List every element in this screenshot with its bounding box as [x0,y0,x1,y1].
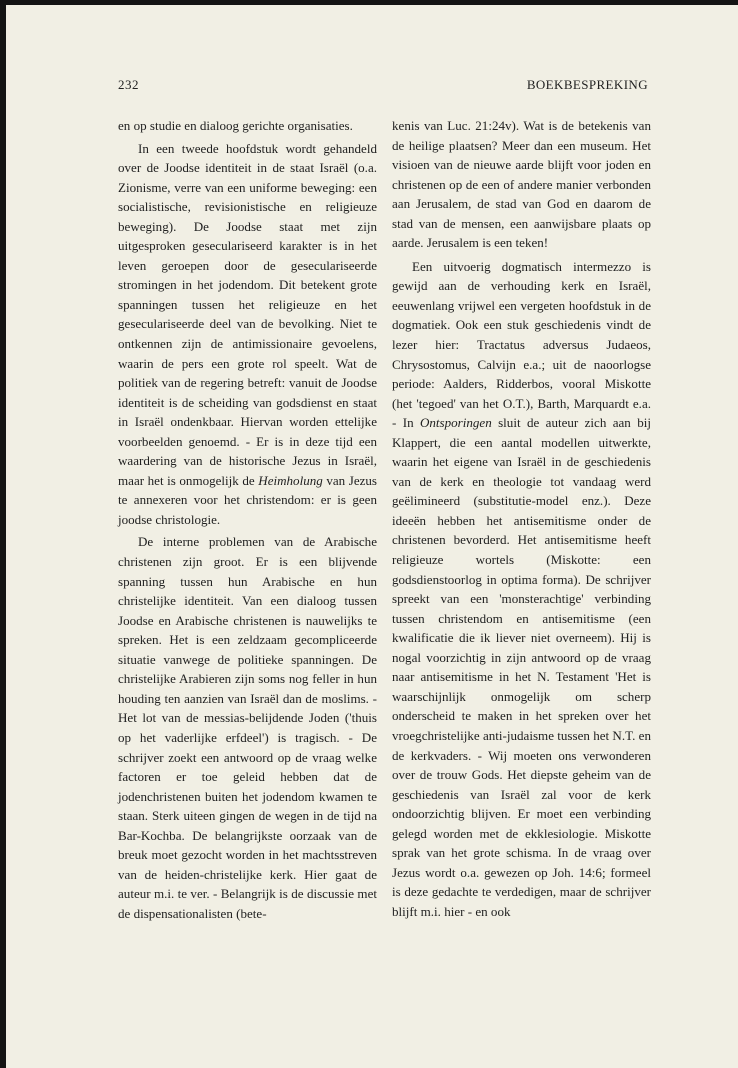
paragraph: kenis van Luc. 21:24v). Wat is de betekenis van de heilige plaatsen? Meer dan een museum. Het visioen van de nieuwe aarde blijft voor joden en christenen op de een of andere manier verbonden aan Jerusalem, de stad van God en daarom de stad van de mensen, een aanwijsbare plaats op aarde. Jerusalem is een teken! [392,118,651,251]
paragraph-text: In een tweede hoofdstuk wordt gehandeld over de Joodse identiteit in de staat Israël (o.a. Zionisme, verre van een uniforme beweging: een socialistische, revisionistische en religieuze beweging). De Joodse staat met zijn uitgesproken geseculariseerd karakter is in het leven geroepen door de geseculariseerde stromingen in het jodendom. Dit betekent grote spanningen tussen het religieuze en het geseculariseerde deel van de bevolking. Niet te ontkennen zijn de antimissionaire gevoelens, waarin de pers een grote rol speelt. Wat de politiek van de regering betreft: vanuit de Joodse identiteit is de scheiding van godsdienst en staat in Israël ondenkbaar. Hiervan worden ettelijke voorbeelden genoemd. - Er is in deze tijd een waardering van de historische Jezus in Israël, maar het is onmogelijk de [118,140,377,488]
paragraph [118,139,377,530]
paragraph-text: sluit de auteur zich aan bij Klappert, die een aantal modellen uitwerkte, waarin het eigene van Israël in de geschiedenis van de kerk en theologie tot vandaag werd geëlimineerd (substitutie-model enz.). Deze ideeën hebben het antisemitisme onder de christenen bevorderd. Het antisemitisme heeft religieuze wortels (Miskotte: een godsdienstoorlog in optima forma). De schrijver spreekt van een 'monsterachtige' verbinding tussen christendom en antisemitisme (een kwalificatie die ik liever niet overneem). Hij is nogal voorzichtig in zijn antwoord op de vraag naar antisemitisme in het N. Testament 'Het is waarschijnlijk onmogelijk om scherp onderscheid te maken in het spreken over het vroegchristelijke anti-judaisme tussen het N.T. en de kerkvaders. - Wij moeten ons verwonderen over de trouw Gods. Het diepste geheim van de geschiedenis van Israël zal voor de kerk ondoorzichtig blijven. Er moet een verbinding gelegd worden met de ekklesiologie. Miskotte sprak van het grote schisma. In de vraag over Jezus wordt o.a. gewezen op Joh. 14:6; formeel is deze gedachte te verdedigen, maar de schrijver blijft m.i. hier - en ook [392,415,651,919]
right-column [392,116,651,921]
document-page [6,5,738,1068]
paragraph [392,257,651,922]
paragraph: en op studie en dialoog gerichte organisaties. [118,118,353,133]
emphasis-text: Ontsporingen [419,415,492,431]
page-number: 232 [118,77,139,92]
emphasis-text: Heimholung [258,472,323,488]
running-head [118,77,648,97]
left-column [118,116,377,923]
paragraph-text: van Jezus te annexeren voor het christendom: er is geen joodse christologie. [118,472,377,527]
section-title: BOEKBESPREKING [526,77,648,92]
paragraph-text: Een uitvoerig dogmatisch intermezzo is gewijd aan de verhouding kerk en Israël, eeuwenlang vrijwel een vergeten hoofdstuk in de dogmatiek. Ook een stuk geschiedenis vindt de lezer hier: Tractatus adversus Judaeos, Chrysostomus, Calvijn e.a.; uit de naoorlogse periode: Aalders, Ridderbos, vooral Miskotte (het 'tegoed' van het O.T.), Barth, Marquardt e.a. - In [392,258,651,431]
paragraph: De interne problemen van de Arabische christenen zijn groot. Er is een blijvende spanning tussen hun Arabische en hun christelijke identiteit. Van een dialoog tussen Joodse en Arabische christenen is nauwelijks te spreken. Het is een zeldzaam gecompliceerde situatie vanwege de politieke spanningen. De christelijke Arabieren zijn soms nog feller in hun houding ten aanzien van Israël dan de moslims. - Het lot van de messias-belijdende Joden ('thuis op het vaderlijke erfdeel') is tragisch. - De schrijver zoekt een antwoord op de vraag welke factoren er toe geleid hebben dat de jodenchristenen buiten het jodendom kwamen te staan. Sterk uiteen gingen de wegen in de tijd na Bar-Kochba. De belangrijkste oorzaak van de breuk moet gezocht worden in het machtsstreven van de heiden-christelijke kerk. Hier gaat de auteur m.i. te ver. - Belangrijk is de discussie met de dispensationalisten (bete- [118,534,377,921]
